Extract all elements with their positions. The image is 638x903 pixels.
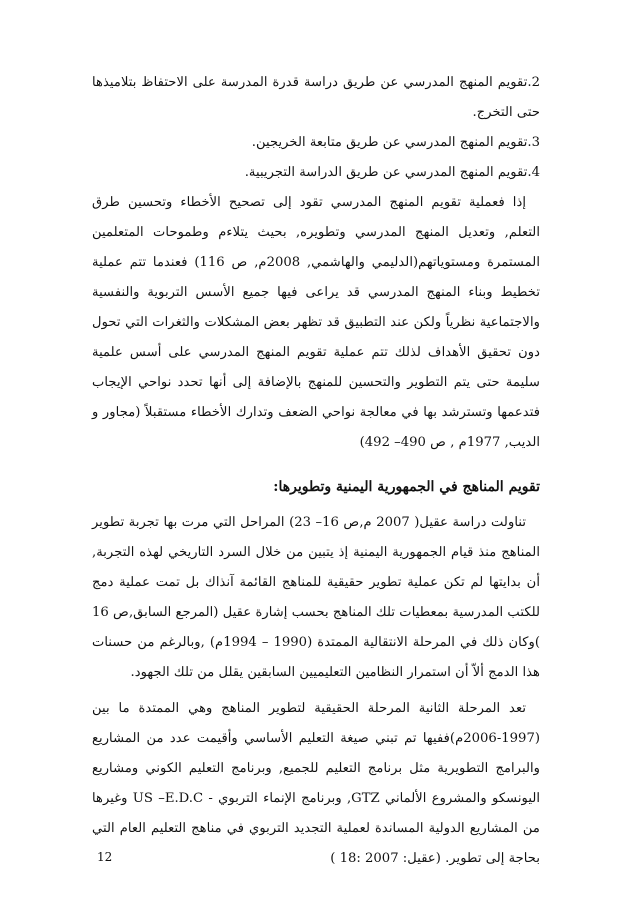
list-item-4: 4.تقويم المنهج المدرسي عن طريق الدراسة التجريبية. [244,165,540,180]
list-item-2: 2.تقويم المنهج المدرسي عن طريق دراسة قدرة المدرسة على الاحتفاظ بتلاميذها حتى التخرج. [92,75,540,120]
paragraph-second-phase: تعد المرحلة الثانية المرحلة الحقيقية لتطوير المناهج وهي الممتدة ما بين (1997-2006م)ففيها تم تبني صيغة التعليم الأساسي وأقيمت عدد من المشاريع والبرامج التطويرية مثل برنامج التعليم للجميع, وبرنامج التعليم الكوني ومشاريع اليونسكو والمشروع الألماني GTZ, وبرنامج الإنماء التربوي - US –E.D.C وغيرها من المشاريع الدولية المساندة لعملية التجديد التربوي في مناهج التعليم العام التي بحاجة إلى تطوير. (عقيل: 2007 :18 ) [92,701,541,866]
list-item-3: 3.تقويم المنهج المدرسي عن طريق متابعة الخريجين. [251,135,540,150]
body-text [92,68,540,874]
paragraph-evaluation: إذا فعملية تقويم المنهج المدرسي تقود إلى تصحيح الأخطاء وتحسين طرق التعلم, وتعديل المنهج المدرسي وتطويره, بحيث يتلاءم وطموحات المتعلمين المستمرة ومستوياتهم(الدليمي والهاشمي, 2008م, ص 116) فعندما تتم عملية تخطيط وبناء المنهج المدرسي قد يراعى فيها جميع الأسس التربوية والنفسية والاجتماعية نظرياً ولكن عند التطبيق قد تظهر بعض المشكلات والثغرات التي تحول دون تحقيق الأهداف لذلك تتم عملية تقويم المنهج المدرسي على أسس علمية سليمة حتى يتم التطوير والتحسين للمنهج بالإضافة إلى أنها تحدد نواحي الإيجاب فتدعمها وتسترشد بها في معالجة نواحي الضعف وتدارك الأخطاء مستقبلاً (مجاور و الديب, 1977م , ص 490– 492) [92,195,540,450]
paragraph-aqeel-study: تناولت دراسة عقيل( 2007 م,ص 16– 23) المراحل التي مرت بها تجربة تطوير المناهج منذ قيام الجمهورية اليمنية إذ يتبين من خلال السرد التاريخي لهذه التجربة, أن بدايتها لم تكن عملية تطوير حقيقية للمناهج القائمة آنذاك بل تمت عملية دمج للكتب المدرسية بمعطيات تلك المناهج بحسب إشارة عقيل (المرجع السابق,ص 16 )وكان ذلك في المرحلة الانتقالية الممتدة (1990 – 1994م) ,وبالرغم من حسنات هذا الدمج ألاّ أن استمرار النظامين التعليميين السابقين يقلل من تلك الجهود. [92,515,540,680]
page-number: 12 [97,850,113,864]
section-heading: تقويم المناهج في الجمهورية اليمنية وتطويرها: [273,479,540,495]
